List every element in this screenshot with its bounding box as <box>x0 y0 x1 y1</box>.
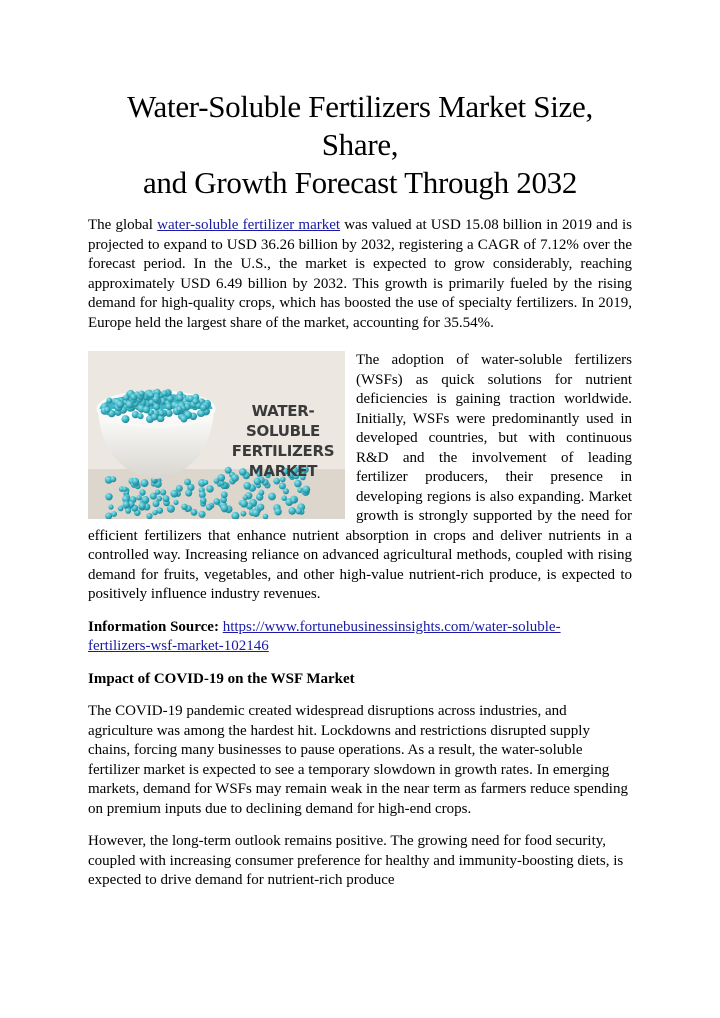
source-label: Information Source: <box>88 618 219 635</box>
spilled-granule <box>181 504 187 510</box>
spilled-granule <box>157 496 163 502</box>
spilled-granule <box>185 490 192 497</box>
intro-text-start: The global <box>88 217 158 233</box>
spilled-granule <box>139 502 146 509</box>
granule <box>165 403 172 410</box>
granule <box>161 390 167 396</box>
granule <box>200 404 207 411</box>
spilled-granule <box>141 479 149 487</box>
granule <box>159 410 165 416</box>
granule <box>158 415 165 422</box>
source-link-line-1: https://www.fortunebusinessinsights.com/water-soluble- <box>222 618 561 635</box>
granule <box>153 404 160 411</box>
granule <box>143 406 150 413</box>
title-line-2: and Growth Forecast Through 2032 <box>142 165 578 200</box>
granule <box>122 415 130 423</box>
spilled-granule <box>125 508 131 514</box>
spilled-granule <box>123 501 130 508</box>
covid-heading: Impact of COVID-19 on the WSF Market <box>88 670 355 687</box>
spilled-granule <box>111 511 117 517</box>
spilled-granule <box>268 493 276 501</box>
image-caption-line-2: FERTILIZERS <box>231 442 335 460</box>
image-caption <box>224 401 342 481</box>
spilled-granule <box>160 489 166 495</box>
spilled-granule <box>240 500 248 508</box>
spilled-granule <box>243 482 251 490</box>
granule <box>116 401 123 408</box>
adoption-paragraph: The adoption of water-soluble fertilizers (WSFs) as quick solutions for nutrient deficiencies is gaining traction worldwide. Initially, WSFs were predominantly used in developed countries, but with continuous R&D and the involvement of leading fertilizer producers, their presence in developing regions is also expanding. Market growth is strongly supported by the need for efficient fertilizers that enhance nutrient absorption in crops and deliver nutrients in a controlled way. Increasing reliance on advanced agricultural methods, coupled with rising demand for fruits, vegetables, and other high-value nutrient-rich produce, is expected to positively influence industry revenues. <box>88 352 632 602</box>
granule <box>106 398 112 404</box>
spilled-granule <box>155 490 160 495</box>
granule <box>137 413 143 419</box>
granule <box>198 410 205 417</box>
spilled-granule <box>291 498 296 503</box>
title-line-1: Water-Soluble Fertilizers Market Size, Share, <box>127 89 593 162</box>
spilled-granule <box>221 491 228 498</box>
granule <box>104 407 110 413</box>
spilled-granule <box>108 504 113 509</box>
spilled-granule <box>221 504 229 512</box>
spilled-granule <box>241 511 247 517</box>
adoption-section <box>88 351 632 605</box>
spilled-granule <box>203 480 208 485</box>
market-link[interactable]: water-soluble fertilizer market <box>157 217 341 233</box>
granule <box>126 401 134 409</box>
spilled-granule <box>199 491 206 498</box>
spilled-granule <box>167 505 175 513</box>
spilled-granule <box>296 508 302 514</box>
spilled-granule <box>257 504 264 511</box>
spilled-granule <box>283 488 289 494</box>
spilled-granule <box>213 498 220 505</box>
spilled-granule <box>259 490 265 496</box>
granule <box>148 392 154 398</box>
spilled-granule <box>132 478 139 485</box>
covid-paragraph: The COVID-19 pandemic created widespread disruptions across industries, and agriculture was among the hardest hit. Lockdowns and restrictions disrupted supply chains, forcing many businesses to pause operations. As a result, the water-soluble fertilizer market is expected to see a temporary slowdown in growth rates. In emerging markets, demand for WSFs may remain weak in the near term as farmers reduce spending on premium inputs due to declining demand for high-end crops. <box>88 703 628 817</box>
spilled-granule <box>206 485 213 492</box>
spilled-granule <box>146 513 152 519</box>
granule <box>180 415 187 422</box>
spilled-granule <box>214 478 220 484</box>
spilled-granule <box>110 476 116 482</box>
spilled-granule <box>118 506 124 512</box>
spilled-granule <box>206 504 212 510</box>
spilled-granule <box>105 493 112 500</box>
granule <box>192 398 198 404</box>
market-image <box>88 351 345 519</box>
spilled-granule <box>274 508 281 515</box>
image-caption-line-1: WATER-SOLUBLE <box>246 402 320 440</box>
spilled-granule <box>191 509 198 516</box>
spilled-granule <box>163 495 170 502</box>
spilled-granule <box>198 511 205 518</box>
outlook-paragraph: However, the long-term outlook remains positive. The growing need for food security, coupled with increasing consumer preference for healthy and immunity-boosting diets, is expected to drive demand for nutrient-rich produce <box>88 833 624 888</box>
spilled-granule <box>302 486 310 494</box>
spilled-granule <box>184 479 191 486</box>
spilled-granule <box>136 495 141 500</box>
spilled-granule <box>122 487 127 492</box>
intro-paragraph <box>88 216 632 333</box>
granule <box>176 406 182 412</box>
spilled-granule <box>152 510 157 515</box>
intro-text-end: was valued at USD 15.08 billion in 2019 and is projected to expand to USD 36.26 billion by 2032, registering a CAGR of 7.12% over the forecast period. In the U.S., the market is expected to grow considerably, reaching approximately USD 6.49 billion by 2032. This growth is primarily fueled by the rising demand for high-quality crops, which has boosted the use of specialty fertilizers. In 2019, Europe held the largest share of the market, accounting for 35.54%. <box>88 217 632 331</box>
spilled-granule <box>281 495 287 501</box>
page-title <box>88 88 632 202</box>
spilled-granule <box>288 507 296 515</box>
spilled-granule <box>252 509 260 517</box>
spilled-granule <box>243 495 248 500</box>
granule <box>151 414 158 421</box>
spilled-granule <box>170 490 178 498</box>
granule <box>139 390 145 396</box>
granule <box>177 395 184 402</box>
source-link-line-2: fertilizers-wsf-market-102146 <box>88 638 269 654</box>
spilled-granule <box>139 489 145 495</box>
spilled-granule <box>200 497 207 504</box>
spilled-granule <box>173 500 178 505</box>
image-caption-line-3: MARKET <box>248 462 318 480</box>
information-source <box>88 618 632 657</box>
